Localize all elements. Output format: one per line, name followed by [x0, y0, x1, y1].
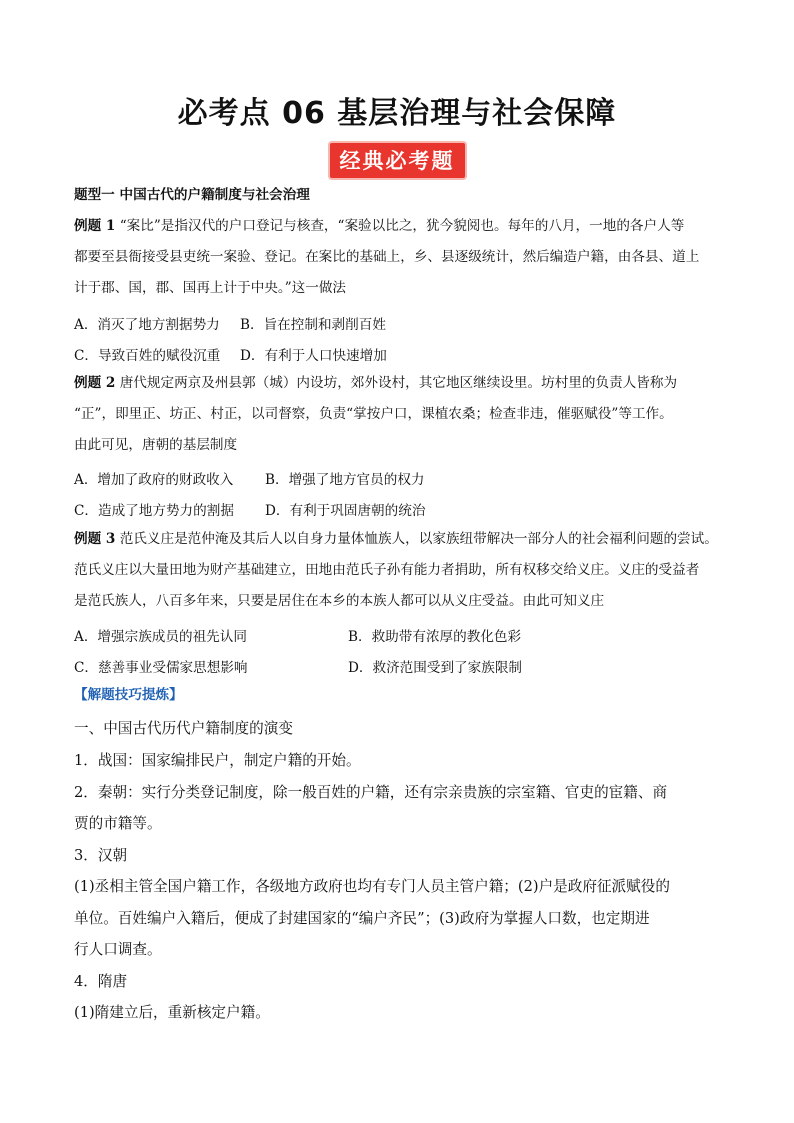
tips-p3b: 单位。百姓编户入籍后，便成了封建国家的“编户齐民”；(3)政府为掌握人口数，也定期进 [74, 910, 650, 927]
q2-option-c: C．造成了地方势力的割据 [74, 503, 234, 519]
q3-option-b: B．救助带有浓厚的教化色彩 [348, 629, 522, 645]
q3-line-3: 是范氏族人，八百多年来，只要是居住在本乡的本族人都可以从义庄受益。由此可知义庄 [74, 593, 605, 609]
q1-line-3: 计于郡、国，郡、国再上计于中央。”这一做法 [74, 280, 347, 296]
tips-p3a: (1)丞相主管全国户籍工作，各级地方政府也均有专门人员主管户籍；(2)户是政府征派赋役的 [74, 878, 670, 895]
q3-option-c: C．慈善事业受儒家思想影响 [74, 660, 248, 676]
tips-p1: 1．战国：国家编排民户，制定户籍的开始。 [74, 752, 361, 769]
tips-p4a: (1)隋建立后，重新核定户籍。 [74, 1004, 270, 1021]
q2-option-a: A．增加了政府的财政收入 [74, 472, 234, 488]
q2-line-2: “正”，即里正、坊正、村正，以司督察，负责“掌按户口，课植农桑；检查非违，催驱赋役”等工作。 [74, 406, 673, 422]
q2-label: 例题 2 [74, 375, 116, 391]
q3-option-a: A．增强宗族成员的祖先认同 [74, 629, 247, 645]
type1-heading: 题型一 中国古代的户籍制度与社会治理 [74, 187, 310, 203]
tips-p3: 3．汉朝 [74, 847, 128, 864]
tips-p2b: 贾的市籍等。 [74, 815, 162, 832]
q3-line-1: 例题 3 范氏义庄是范仲淹及其后人以自身力量体恤族人，以家族纽带解决一部分人的社会福利问题的尝试。 [74, 531, 718, 547]
q2-option-b: B．增强了地方官员的权力 [265, 472, 425, 488]
tips-p4: 4．隋唐 [74, 973, 128, 990]
q2-line-1: 例题 2 唐代规定两京及州县郭（城）内设坊，郊外设村，其它地区继续设里。坊村里的负责人皆称为 [74, 375, 678, 391]
q2-line-3: 由此可见，唐朝的基层制度 [74, 437, 238, 453]
tips-p2a: 2．秦朝：实行分类登记制度，除一般百姓的户籍，还有宗亲贵族的宗室籍、官吏的宦籍、商 [74, 784, 668, 801]
q1-option-b: B．旨在控制和剥削百姓 [240, 317, 386, 333]
q2-option-d: D．有利于巩固唐朝的统治 [265, 503, 426, 519]
tips-heading: 【解题技巧提炼】 [74, 687, 183, 703]
q1-line-2: 都要至县衙接受县吏统一案验、登记。在案比的基础上，乡、县逐级统计，然后编造户籍，由各县、道上 [74, 249, 700, 265]
q1-line-1: 例题 1 “案比”是指汉代的户口登记与核查，“案验以比之，犹今貌阅也。每年的八月，一地的各户人等 [74, 218, 685, 234]
q3-option-d: D．救济范围受到了家族限制 [348, 660, 523, 676]
page-title: 必考点 06 基层治理与社会保障 [177, 96, 617, 131]
q1-option-a: A．消灭了地方割据势力 [74, 317, 220, 333]
q3-line-2: 范氏义庄以大量田地为财产基础建立，田地由范氏子孙有能力者捐助，所有权移交给义庄。义庄的受益者 [74, 562, 700, 578]
q3-label: 例题 3 [74, 531, 116, 547]
badge-container [0, 143, 794, 178]
q1-label: 例题 1 [74, 218, 116, 234]
tips-p3c: 行人口调查。 [74, 941, 162, 958]
q1-option-d: D．有利于人口快速增加 [240, 348, 387, 364]
q1-option-c: C．导致百姓的赋役沉重 [74, 348, 221, 364]
tips-section-1: 一、中国古代历代户籍制度的演变 [74, 720, 293, 737]
classic-questions-badge: 经典必考题 [330, 143, 465, 178]
